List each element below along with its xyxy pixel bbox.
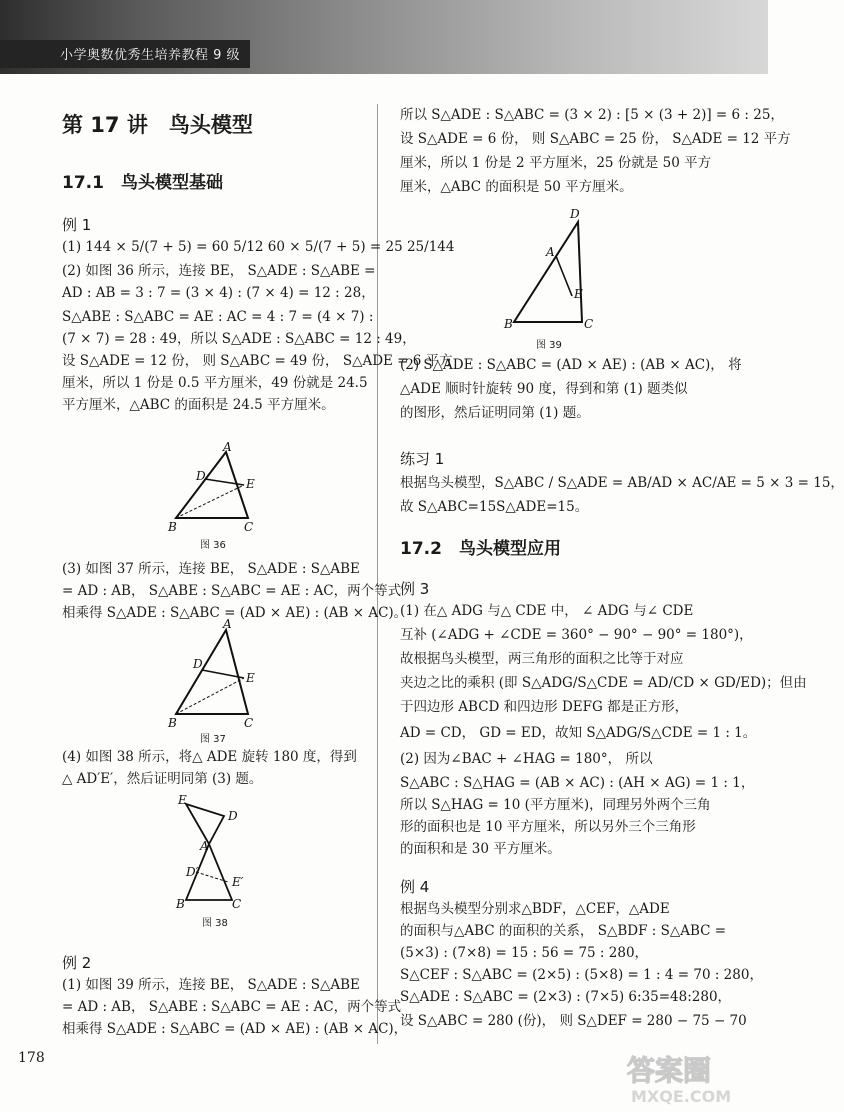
svg-text:B: B bbox=[504, 317, 513, 331]
figure-37-triangle bbox=[166, 618, 266, 730]
text-line: 故 S△ABC=15S△ADE=15。 bbox=[400, 499, 589, 515]
text-line: (2) S△ADE : S△ABC = (AD × AE) : (AB × AC)， 将 bbox=[400, 357, 742, 373]
text-line: (1) 144 × 5/(7 + 5) = 60 5/12 60 × 5/(7 + 5) = 25 25/144 bbox=[62, 239, 455, 255]
text-line: AD : AB = 3 : 7 = (3 × 4) : (7 × 4) = 12 : 28， bbox=[62, 285, 375, 301]
text-line: 设 S△ADE = 6 份， 则 S△ABC = 25 份， S△ADE = 12 平方 bbox=[400, 131, 791, 147]
example-4-heading: 例 4 bbox=[400, 878, 430, 896]
section-heading-17-2: 17.2 鸟头模型应用 bbox=[400, 539, 561, 559]
text-line: S△ABC : S△HAG = (AB × AC) : (AH × AG) = 1 : 1， bbox=[400, 775, 755, 791]
text-line: 所以 S△ADE : S△ABC = (3 × 2) : [5 × (3 + 2)] = 6 : 25， bbox=[400, 107, 784, 123]
text-line: = AD : AB， S△ABE : S△ABC = AE : AC，两个等式 bbox=[62, 999, 402, 1015]
svg-text:E: E bbox=[178, 793, 187, 807]
text-line: (1) 在△ ADG 与△ CDE 中， ∠ ADG 与∠ CDE bbox=[400, 603, 694, 619]
figure-38-bowtie bbox=[172, 790, 266, 912]
watermark-logo bbox=[625, 1048, 763, 1106]
svg-text:D: D bbox=[228, 809, 238, 823]
svg-text:D′: D′ bbox=[186, 865, 199, 879]
svg-text:C: C bbox=[244, 716, 254, 730]
example-1-heading: 例 1 bbox=[62, 216, 92, 234]
text-line: (1) 如图 39 所示，连接 BE， S△ADE : S△ABE bbox=[62, 977, 360, 993]
text-line: 的面积与△ABC 的面积的关系， S△BDF : S△ABC = bbox=[400, 923, 727, 939]
text-line: △ADE 顺时针旋转 90 度，得到和第 (1) 题类似 bbox=[400, 381, 688, 397]
text-line: 互补 (∠ADG + ∠CDE = 360° − 90° − 90° = 180°)， bbox=[400, 627, 753, 643]
figure-39-triangle bbox=[500, 204, 600, 334]
text-line: (2) 因为∠BAC + ∠HAG = 180°， 所以 bbox=[400, 751, 653, 767]
text-line: 形的面积也是 10 平方厘米，所以另外三个三角形 bbox=[400, 819, 696, 835]
text-line: 相乘得 S△ADE : S△ABC = (AD × AE) : (AB × AC)。 bbox=[62, 605, 408, 621]
svg-text:E: E bbox=[246, 477, 255, 491]
text-line: 设 S△ADE = 12 份， 则 S△ABC = 49 份， S△ADE = 6 平方 bbox=[62, 353, 453, 369]
svg-text:E: E bbox=[246, 671, 255, 685]
svg-text:MXQE.COM: MXQE.COM bbox=[631, 1087, 732, 1106]
figure-38-caption: 图 38 bbox=[202, 918, 228, 929]
text-line: 于四边形 ABCD 和四边形 DEFG 都是正方形， bbox=[400, 699, 689, 715]
text-line: 夹边之比的乘积 (即 S△ADG/S△CDE = AD/CD × GD/ED)；但由 bbox=[400, 675, 807, 691]
example-2-heading: 例 2 bbox=[62, 954, 92, 972]
text-line: 所以 S△HAG = 10 (平方厘米)，同理另外两个三角 bbox=[400, 797, 711, 813]
text-line: 根据鸟头模型，S△ABC / S△ADE = AB/AD × AC/AE = 5 × 3 = 15， bbox=[400, 475, 844, 491]
text-line: 故根据鸟头模型，两三角形的面积之比等于对应 bbox=[400, 651, 684, 667]
svg-text:A: A bbox=[223, 440, 232, 454]
text-line: (3) 如图 37 所示，连接 BE， S△ADE : S△ABE bbox=[62, 561, 360, 577]
text-line: 厘米，所以 1 份是 0.5 平方厘米，49 份就是 24.5 bbox=[62, 375, 368, 391]
svg-text:A: A bbox=[546, 245, 555, 259]
svg-text:E′: E′ bbox=[232, 875, 244, 889]
figure-36-caption: 图 36 bbox=[200, 540, 226, 551]
svg-text:C: C bbox=[232, 897, 242, 911]
text-line: 厘米，△ABC 的面积是 50 平方厘米。 bbox=[400, 179, 633, 195]
svg-text:C: C bbox=[584, 317, 594, 331]
text-line: = AD : AB， S△ABE : S△ABC = AE : AC，两个等式 bbox=[62, 583, 402, 599]
figure-37-caption: 图 37 bbox=[200, 734, 226, 745]
svg-text:B: B bbox=[176, 897, 185, 911]
text-line: 根据鸟头模型分别求△BDF，△CEF，△ADE bbox=[400, 901, 670, 917]
text-line: 设 S△ABC = 280 (份)， 则 S△DEF = 280 − 75 − 70 bbox=[400, 1013, 747, 1029]
figure-39-caption: 图 39 bbox=[536, 340, 562, 351]
text-line: (2) 如图 36 所示，连接 BE， S△ADE : S△ABE = bbox=[62, 263, 376, 279]
svg-text:C: C bbox=[244, 520, 254, 534]
text-line: S△ABE : S△ABC = AE : AC = 4 : 7 = (4 × 7) : bbox=[62, 309, 374, 325]
book-title: 小学奥数优秀生培养教程 9 级 bbox=[60, 48, 241, 63]
text-line: (7 × 7) = 28 : 49，所以 S△ADE : S△ABC = 12 : 49， bbox=[62, 331, 416, 347]
text-line: 的面积和是 30 平方厘米。 bbox=[400, 841, 561, 857]
chapter-title: 第 17 讲 鸟头模型 bbox=[62, 113, 253, 137]
text-line: 相乘得 S△ADE : S△ABC = (AD × AE) : (AB × AC)， bbox=[62, 1021, 408, 1037]
text-line: S△ADE : S△ABC = (2×3) : (7×5) 6:35=48:280， bbox=[400, 989, 732, 1005]
svg-text:A: A bbox=[200, 839, 209, 853]
text-line: AD = CD， GD = ED，故知 S△ADG/S△CDE = 1 : 1。 bbox=[400, 725, 757, 741]
page-number: 178 bbox=[18, 1050, 45, 1066]
header-band bbox=[0, 0, 768, 74]
practice-1-heading: 练习 1 bbox=[400, 450, 445, 468]
text-line: △ AD′E′，然后证明同第 (3) 题。 bbox=[62, 771, 263, 787]
text-line: S△CEF : S△ABC = (2×5) : (5×8) = 1 : 4 = 70 : 280， bbox=[400, 967, 763, 983]
svg-text:A: A bbox=[223, 617, 232, 631]
svg-text:B: B bbox=[168, 520, 177, 534]
svg-text:E: E bbox=[574, 287, 583, 301]
svg-text:D: D bbox=[193, 657, 203, 671]
figure-36-triangle bbox=[166, 442, 266, 534]
text-line: (4) 如图 38 所示，将△ ADE 旋转 180 度，得到 bbox=[62, 749, 357, 765]
svg-text:答案圈: 答案圈 bbox=[627, 1054, 712, 1087]
text-line: (5×3) : (7×8) = 15 : 56 = 75 : 280， bbox=[400, 945, 649, 961]
svg-text:D: D bbox=[196, 469, 206, 483]
example-3-heading: 例 3 bbox=[400, 580, 430, 598]
section-heading-17-1: 17.1 鸟头模型基础 bbox=[62, 173, 223, 193]
text-line: 厘米，所以 1 份是 2 平方厘米，25 份就是 50 平方 bbox=[400, 155, 712, 171]
svg-text:B: B bbox=[168, 716, 177, 730]
text-line: 平方厘米，△ABC 的面积是 24.5 平方厘米。 bbox=[62, 397, 335, 413]
text-line: 的图形，然后证明同第 (1) 题。 bbox=[400, 405, 590, 421]
svg-text:D: D bbox=[570, 207, 580, 221]
